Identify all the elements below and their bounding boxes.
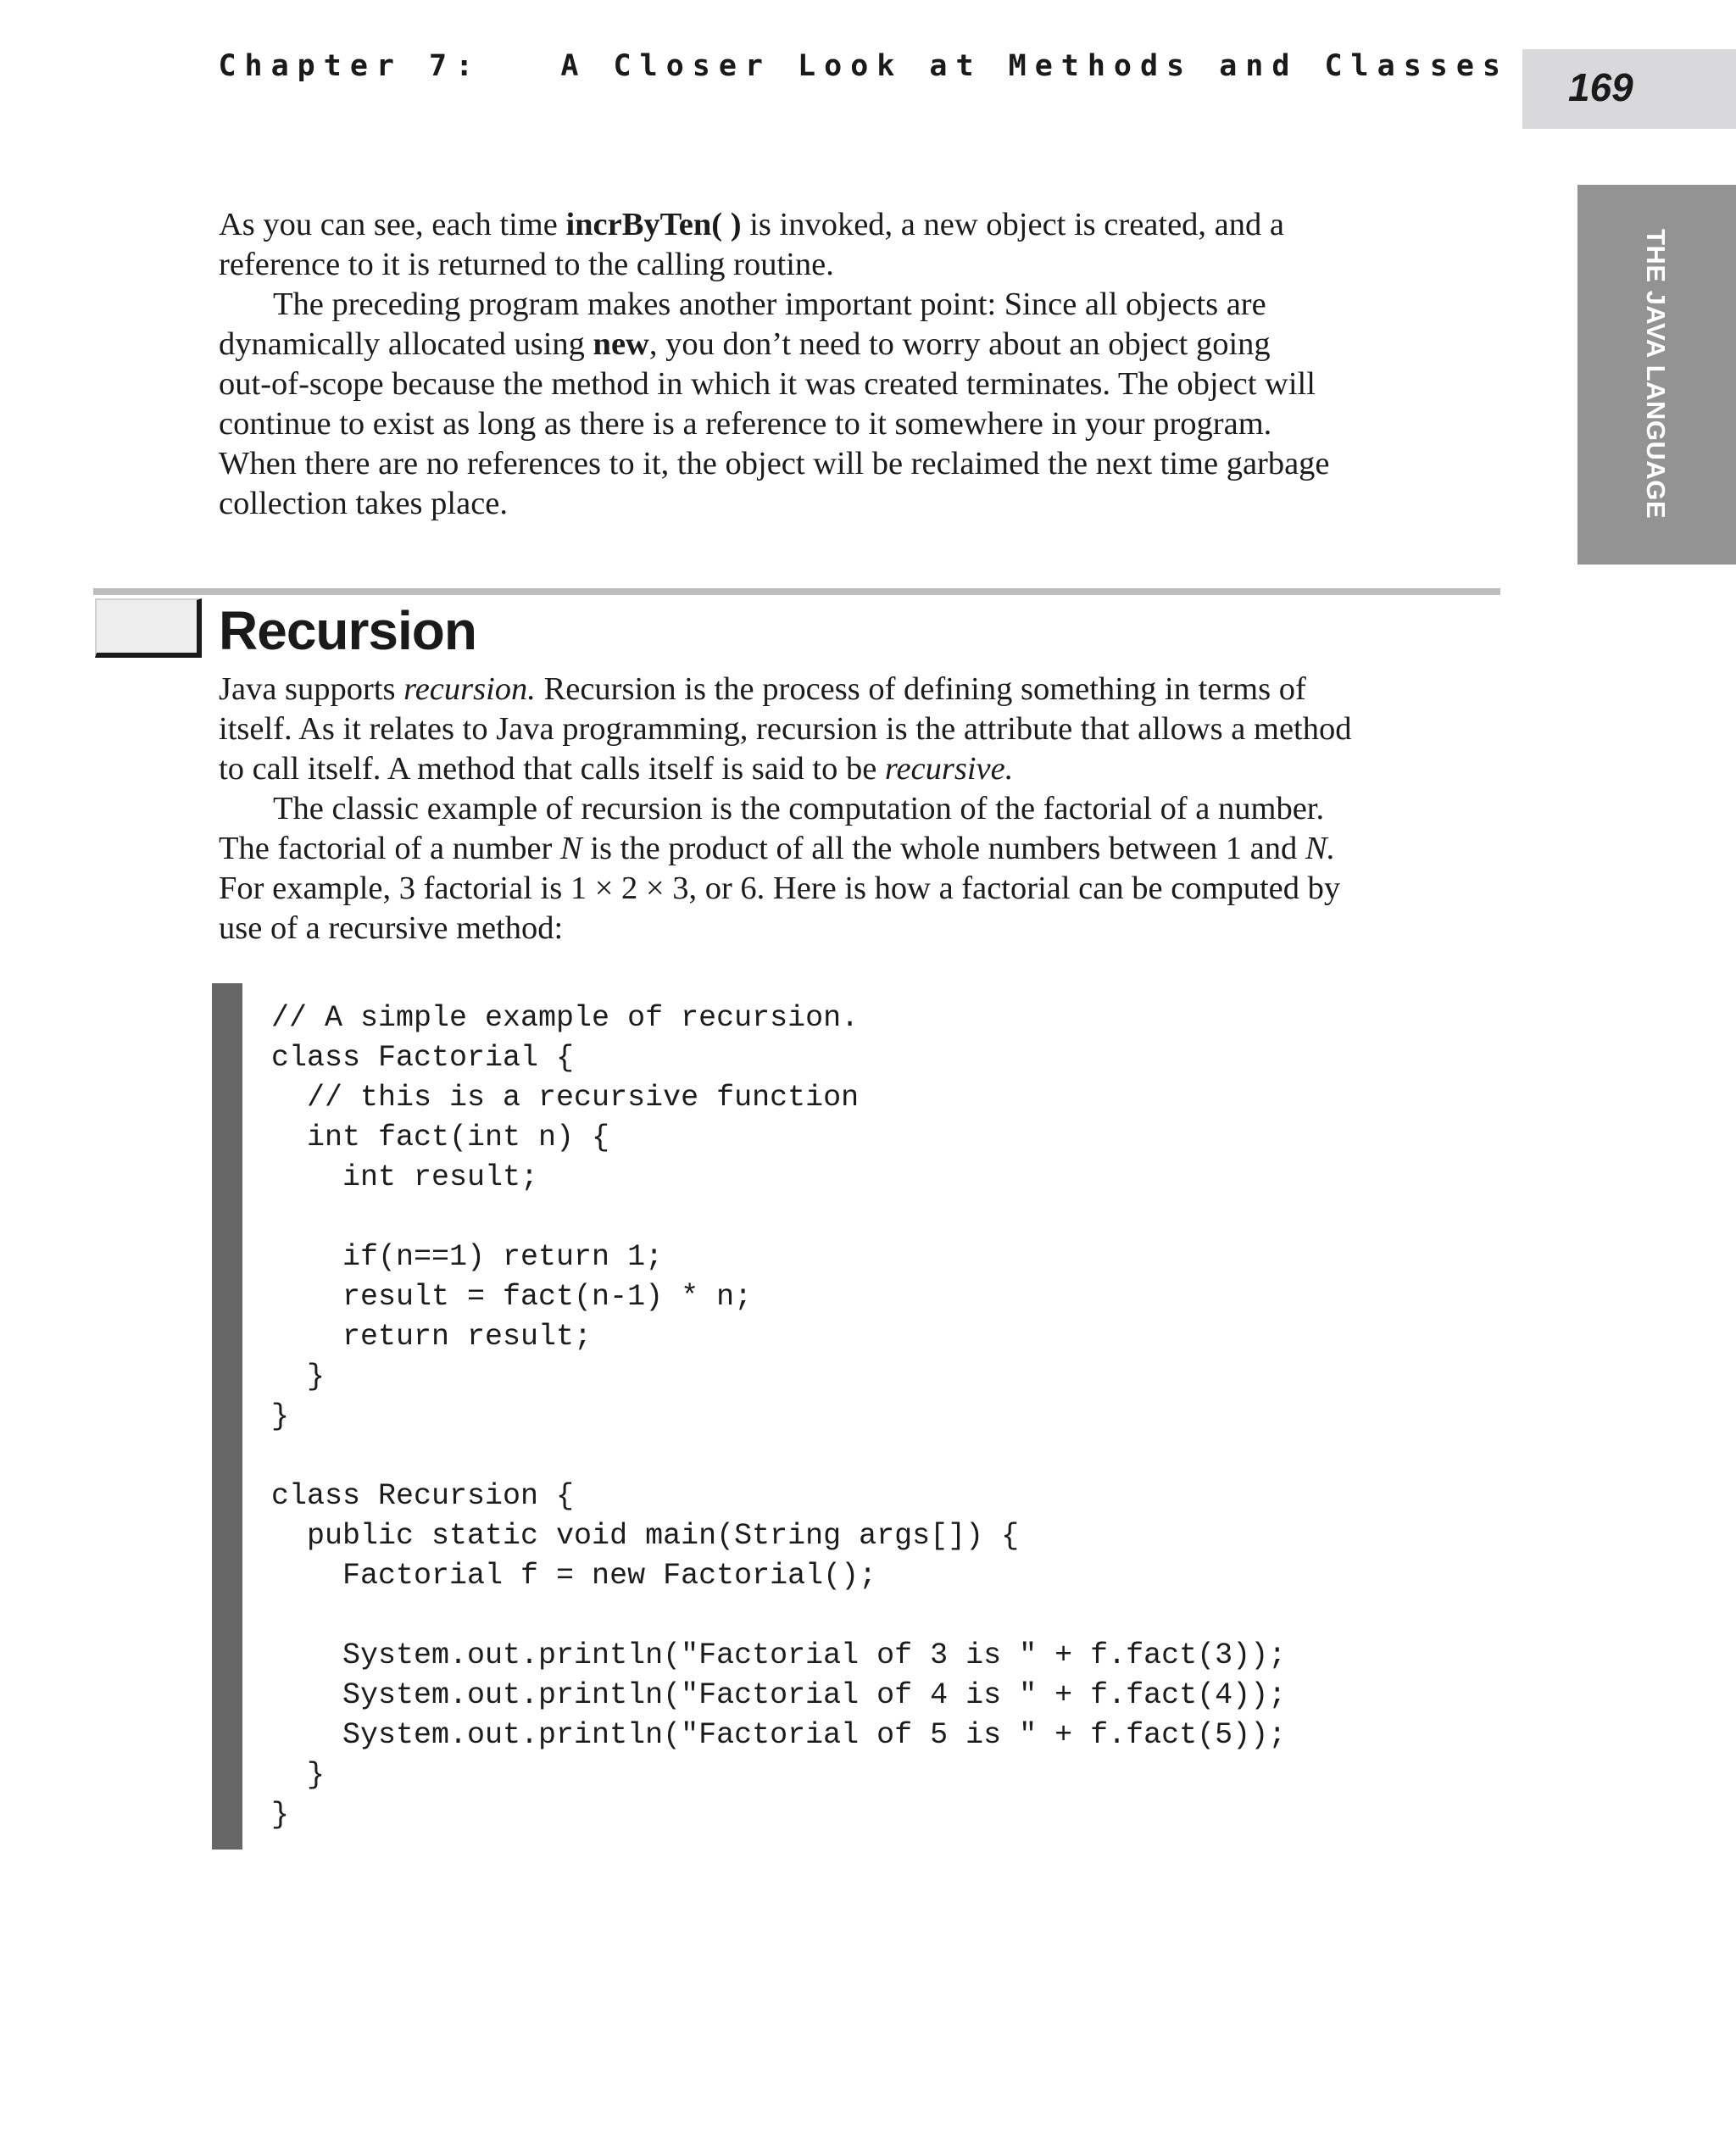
text-line: continue to exist as long as there is a reference to it somewhere in your program. [219,406,1272,442]
text-run: dynamically allocated using [219,326,593,362]
text-line [219,205,1507,245]
code-line: System.out.println("Factorial of 4 is " + f.fact(4)); [271,1678,1287,1712]
page-number-box [1522,49,1736,129]
code-line [271,1437,1286,1477]
code-line [271,1596,1286,1636]
intro-paragraph-2 [219,285,1507,524]
code-line: return result; [271,1320,593,1354]
text-line: The preceding program makes another important point: Since all objects are [273,286,1266,322]
text-run: is invoked, a new object is created, and a [741,207,1284,242]
section-divider [93,588,1500,595]
code-term-incrbyten: incrByTen( ) [565,207,742,242]
code-line: Factorial f = new Factorial(); [271,1559,877,1593]
code-line: } [271,1758,326,1792]
code-line: public static void main(String args[]) { [271,1519,1020,1553]
text-line [219,325,1507,364]
text-line: When there are no references to it, the object will be reclaimed the next time garbage [219,446,1330,481]
code-line [271,1198,1286,1238]
side-tab-label: THE JAVA LANGUAGE [1641,229,1671,520]
italic-term: recursive. [884,751,1014,787]
code-line: // this is a recursive function [271,1081,860,1115]
italic-term: recursion. [403,671,536,707]
text-line: out-of-scope because the method in which it was created terminates. The object will [219,366,1316,402]
text-line: use of a recursive method: [219,910,564,946]
code-line: } [271,1399,290,1433]
code-line: } [271,1360,326,1393]
text-run: Java supports [219,671,404,707]
text-line: For example, 3 factorial is 1 × 2 × 3, or 6. Here is how a factorial can be computed by [219,871,1341,906]
code-line: System.out.println("Factorial of 3 is " + f.fact(3)); [271,1638,1287,1672]
side-thumb-tab [1577,185,1736,565]
text-run: As you can see, each time [219,207,566,242]
text-line [219,749,1507,789]
section-marker-box [95,598,202,658]
text-line: reference to it is returned to the calling routine. [219,247,834,282]
section-title: Recursion [219,600,476,661]
text-line: The classic example of recursion is the computation of the factorial of a number. [273,791,1325,826]
code-line: int result; [271,1160,539,1194]
code-line: if(n==1) return 1; [271,1240,664,1274]
text-line [219,670,1507,709]
italic-term: N [560,831,582,866]
text-run: The factorial of a number [219,831,560,866]
code-line: int fact(int n) { [271,1121,610,1154]
recursion-paragraph-2 [219,789,1507,948]
code-line: System.out.println("Factorial of 5 is " + f.fact(5)); [271,1718,1287,1752]
running-header-title: Chapter 7: A Closer Look at Methods and Classes [218,49,1509,83]
recursion-paragraph-1 [219,670,1507,789]
text-line [219,829,1507,869]
code-term-new: new [593,326,649,362]
page-number: 169 [1568,65,1633,109]
code-line: class Factorial { [271,1041,575,1075]
code-line: result = fact(n-1) * n; [271,1280,753,1314]
text-run: to call itself. A method that calls itself is said to be [219,751,885,787]
text-run: Recursion is the process of defining something in terms of [535,671,1306,707]
code-listing [271,998,1286,1835]
italic-term: N. [1305,831,1336,866]
code-line: // A simple example of recursion. [271,1001,860,1035]
text-line: itself. As it relates to Java programming, recursion is the attribute that allows a method [219,711,1352,747]
text-run: is the product of all the whole numbers between 1 and [581,831,1305,866]
text-run: , you don’t need to worry about an object going [648,326,1271,362]
code-line: class Recursion { [271,1479,575,1513]
intro-paragraph-1 [219,205,1507,285]
code-line: } [271,1798,290,1832]
code-listing-bar [212,983,242,1850]
text-line: collection takes place. [219,486,508,521]
